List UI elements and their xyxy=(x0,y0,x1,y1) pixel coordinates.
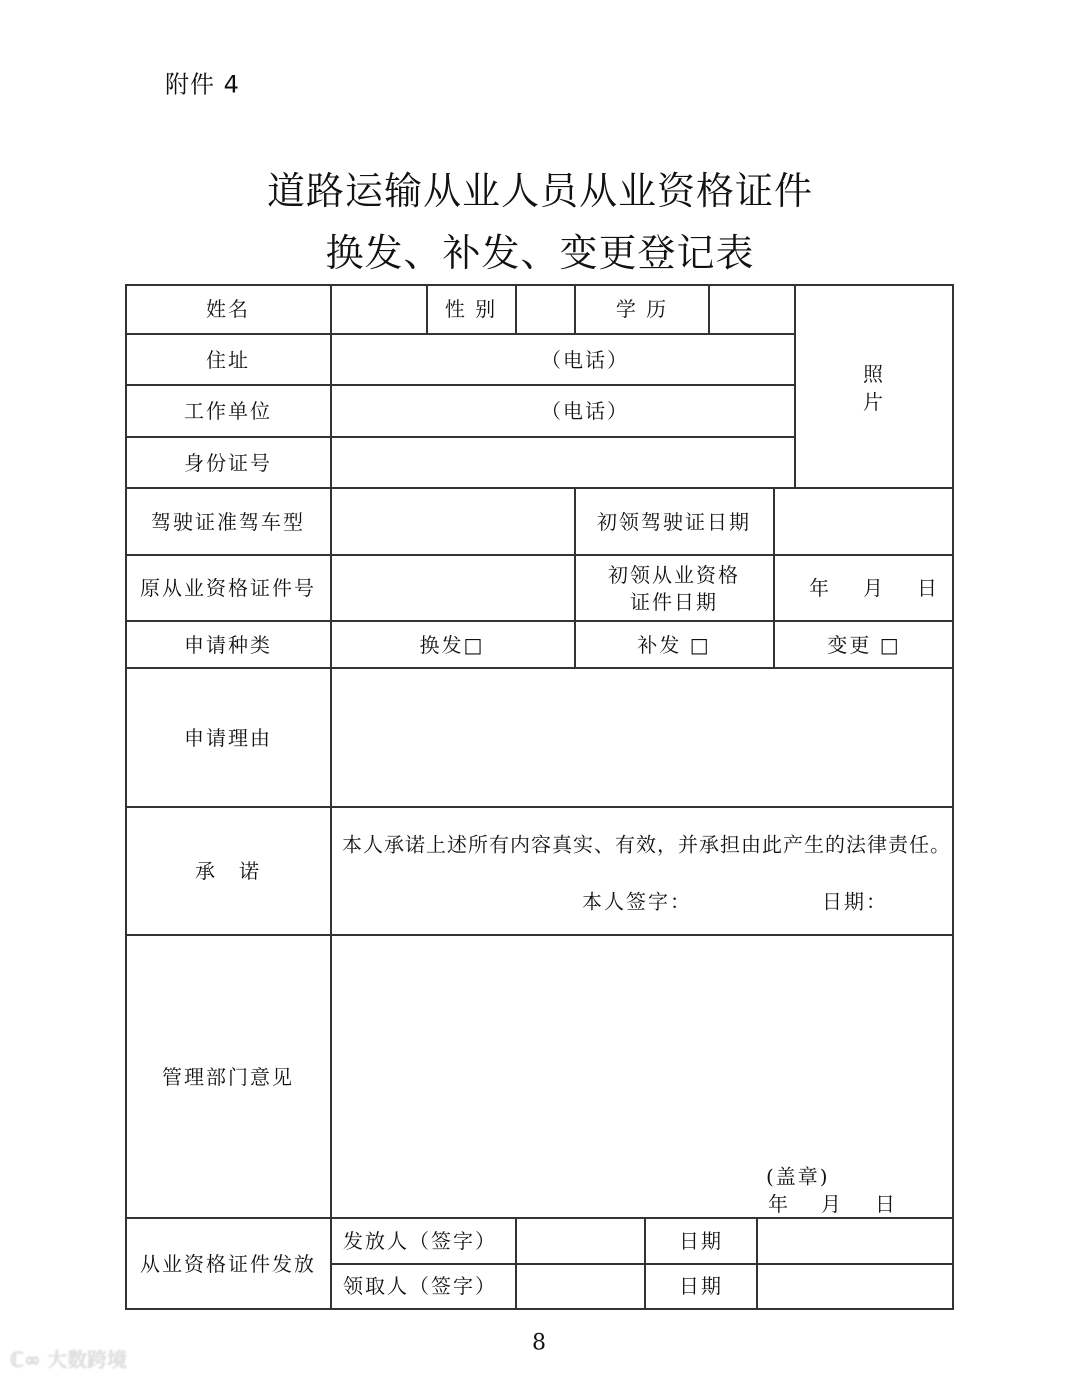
label-issuer: 发放人（签字） xyxy=(343,1229,497,1253)
label-old-cert-number: 原从业资格证件号 xyxy=(140,576,316,600)
label-first-cert-date-2: 证件日期 xyxy=(630,590,718,614)
label-employer: 工作单位 xyxy=(184,399,272,423)
employer-phone-hint: （电话） xyxy=(541,399,629,423)
label-first-license-date: 初领驾驶证日期 xyxy=(597,510,751,534)
photo-area-label-1: 照 xyxy=(863,362,885,386)
label-pledge: 承 诺 xyxy=(195,859,261,883)
seal-label: (盖章) xyxy=(766,1164,830,1189)
watermark-text: 大数跨境 xyxy=(46,1347,127,1372)
date-month: 月 xyxy=(863,576,885,600)
seal-year: 年 xyxy=(768,1192,790,1216)
label-first-cert-date-1: 初领从业资格 xyxy=(608,563,740,587)
seal-day: 日 xyxy=(875,1192,897,1216)
label-reason: 申请理由 xyxy=(184,726,272,750)
label-gender: 性 别 xyxy=(444,297,498,321)
label-id-number: 身份证号 xyxy=(184,451,272,475)
checkbox-renew[interactable]: 换发□ xyxy=(419,633,485,657)
form-title-line-1: 道路运输从业人员从业资格证件 xyxy=(266,169,814,213)
label-receiver-date: 日期 xyxy=(679,1274,723,1298)
label-dept-opinion: 管理部门意见 xyxy=(162,1065,294,1089)
pledge-date-label: 日期： xyxy=(822,889,888,914)
seal-month: 月 xyxy=(821,1192,843,1216)
label-education: 学 历 xyxy=(615,297,669,321)
page-number: 8 xyxy=(532,1330,548,1356)
label-issuance: 从业资格证件发放 xyxy=(140,1252,316,1276)
date-day: 日 xyxy=(917,576,939,600)
date-year: 年 xyxy=(809,576,831,600)
label-name: 姓名 xyxy=(206,297,250,321)
label-application-type: 申请种类 xyxy=(184,633,272,657)
form-title-line-2: 换发、补发、变更登记表 xyxy=(325,231,755,275)
signature-label: 本人签字： xyxy=(582,889,692,914)
watermark-icon: ℂ∞ xyxy=(10,1347,47,1372)
attachment-label: 附件 4 xyxy=(165,70,240,99)
watermark-logo xyxy=(10,1344,127,1373)
label-address: 住址 xyxy=(206,348,250,372)
label-receiver: 领取人（签字） xyxy=(343,1274,497,1298)
label-issuer-date: 日期 xyxy=(679,1229,723,1253)
checkbox-reissue[interactable]: 补发 □ xyxy=(637,633,711,657)
checkbox-change[interactable]: 变更 □ xyxy=(827,633,901,657)
pledge-text: 本人承诺上述所有内容真实、有效，并承担由此产生的法律责任。 xyxy=(342,832,951,857)
photo-area-label-2: 片 xyxy=(863,390,885,414)
address-phone-hint: （电话） xyxy=(541,348,629,372)
label-license-class: 驾驶证准驾车型 xyxy=(151,510,305,534)
